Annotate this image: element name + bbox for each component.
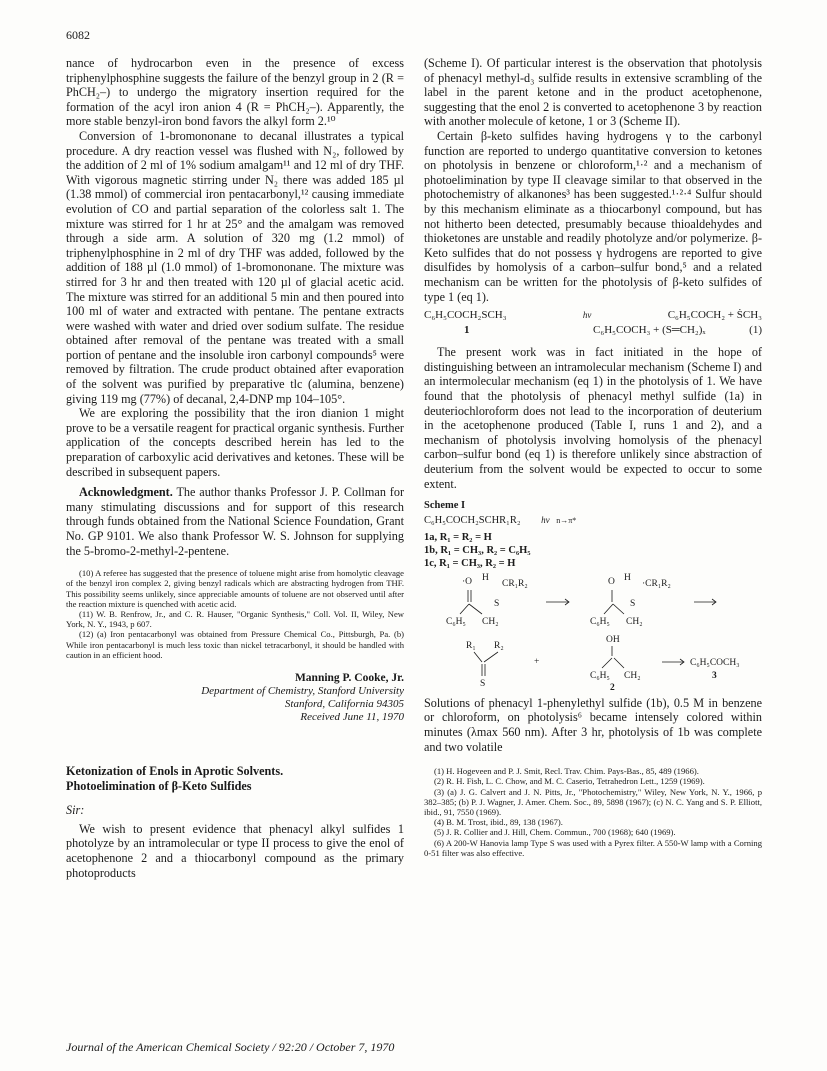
footnote: (5) J. R. Collier and J. Hill, Chem. Commun., 700 (1968); 640 (1969).: [434, 827, 676, 838]
footnote: (4) B. M. Trost, ibid., 89, 138 (1967).: [434, 817, 563, 828]
scheme-1-structures: [424, 572, 762, 692]
svg-text:OH: OH: [606, 634, 620, 645]
eq-reactant-number: 1: [464, 323, 470, 336]
svg-text:CR₁R₂: CR₁R₂: [502, 578, 528, 589]
scheme-compound-list: [424, 531, 762, 570]
svg-text:R₂: R₂: [494, 640, 504, 651]
svg-text:·O: ·O: [462, 576, 473, 587]
svg-text:S: S: [480, 678, 486, 689]
svg-text:S: S: [630, 598, 636, 609]
scheme-label: Scheme I: [424, 500, 466, 512]
article-title: [66, 764, 404, 793]
author-name: Manning P. Cooke, Jr.: [294, 672, 404, 685]
svg-text:C₆H₅: C₆H₅: [590, 670, 610, 681]
journal-footer: Journal of the American Chemical Society / 92:20 / October 7, 1970: [66, 1040, 395, 1054]
eq-arrow-label: hν: [582, 310, 592, 321]
compound-definition: 1a, R₁ = R₂ = H: [424, 531, 492, 543]
article-title-line: Ketonization of Enols in Aprotic Solvents.: [66, 764, 284, 779]
received-date: Received June 11, 1970: [300, 711, 404, 724]
svg-text:C₆H₅: C₆H₅: [446, 616, 466, 627]
page-number: 6082: [66, 28, 90, 42]
acknowledgment-heading: Acknowledgment.: [79, 485, 173, 500]
compound-number-2: 2: [610, 682, 615, 692]
eq-number: (1): [749, 323, 762, 336]
svg-text:CH₂: CH₂: [624, 670, 641, 681]
left-column: [66, 56, 404, 880]
footnote: (2) R. H. Fish, L. C. Chow, and M. C. Caserio, Tetrahedron Lett., 1259 (1969).: [434, 776, 705, 787]
footnote: (12) (a) Iron pentacarbonyl was obtained from Pressure Chemical Co., Pittsburgh, Pa. (b) While iron pentacarbonyl is much less toxic than nickel tetracarbonyl, it should be handled with caution in an efficient hood.: [66, 629, 404, 660]
footnotes-left: [66, 568, 404, 660]
body-paragraph: Solutions of phenacyl 1-phenylethyl sulfide (1b), 0.5 M in benzene or chloroform, on photolysis⁶ became intensely colored within minutes (λmax 560 nm). After 3 hr, photolysis of 1b was complete and two volatile: [424, 695, 762, 754]
author-signature: [66, 672, 404, 724]
article-title-line: Photoelimination of β-Keto Sulfides: [66, 778, 252, 793]
footnote: (11) W. B. Renfrow, Jr., and C. R. Hauser, "Organic Synthesis," Coll. Vol. II, Wiley, New York, N. Y., 1943, p 607.: [66, 609, 404, 630]
compound-definition: 1b, R₁ = CH₃, R₂ = C₆H₅: [424, 544, 531, 556]
svg-text:C₆H₅: C₆H₅: [590, 616, 610, 627]
footnote: (1) H. Hogeveen and P. J. Smit, Recl. Trav. Chim. Pays-Bas., 85, 489 (1966).: [434, 766, 699, 777]
footnote: (3) (a) J. G. Calvert and J. N. Pitts, Jr., "Photochemistry," Wiley, New York, N. Y., 1966, p 382–385; (b) P. J. Wagner, J. Amer. Chem. Soc., 89, 5898 (1967); (c) N. C. Yang and S. P. Elliott, ibid., 91, 7550 (1969).: [424, 786, 762, 817]
svg-text:·CR₁R₂: ·CR₁R₂: [642, 578, 671, 589]
body-paragraph: We wish to present evidence that phenacyl alkyl sulfides 1 photolyze by an intramolecular or type II process to give the enol of acetophenone 2 and a thiocarbonyl compound as the primary photoproducts: [66, 821, 404, 880]
body-paragraph: nance of hydrocarbon even in the presence of excess triphenylphosphine suggests the failure of the benzyl group in 2 (R = PhCH₂–) to undergo the migratory insertion required for the formation of the acyl iron anion 4 (R = PhCH₂–). Apparently, the more stable benzyl-iron bond favors the alkyl form 2.¹⁰: [66, 56, 404, 129]
svg-text:S: S: [494, 598, 500, 609]
svg-text:H: H: [624, 572, 631, 583]
body-paragraph: Conversion of 1-bromononane to decanal illustrates a typical procedure. A dry reaction vessel was flushed with N₂, followed by the addition of 2 ml of 1% sodium amalgam¹¹ and 12 ml of dry THF. With vigorous magnetic stirring under N₂ there was added 185 µl (1.38 mmol) of commercial iron pentacarbonyl,¹² causing immediate evolution of CO and partial separation of the colorless salt 1. The mixture was stirred for 1 hr at 25° and the amalgam was removed through a side arm. A solution of 320 mg (1.2 mmol) of triphenylphosphine in 2 ml of dry THF was added, followed by the addition of 188 µl (1.0 mmol) of 1-bromononane. The mixture was stirred for 3 hr and then treated with 120 µl of glacial acetic acid. The mixture was stirred for an additional 5 min and then poured into 100 ml of water and extracted with pentane. The pentane extracts were washed with water and dried over sodium sulfate. The residue obtained after removal of the pentane was treated with a small portion of pentane and the insoluble iron carbonyl compounds⁵ were removed by filtration. The crude product obtained after evaporation of the solvent was purified by preparative tlc (alumina, benzene) giving 119 mg (77%) of decanal, 2,4-DNP mp 104–105°.: [66, 128, 404, 406]
acknowledgment-text: The author thanks Professor J. P. Collman for many stimulating discussions and for support of this research through funds obtained from the National Science Foundation, Grant No. GP 9101. We also thank Professor W. S. Johnson for supplying the 5-bromo-2-methyl-2-pentene.: [66, 485, 405, 558]
scheme-reactant-formula: C₆H₅COCH₂SCHR₁R₂: [424, 514, 521, 526]
salutation: Sir:: [66, 803, 85, 818]
svg-text:CH₂: CH₂: [482, 616, 499, 627]
body-paragraph: (Scheme I). Of particular interest is the observation that photolysis of phenacyl methyl-d₃ sulfide results in extensive scrambling of the label in the parent ketone and in the product acetophenone, suggesting that the enol 2 is converted to acetophenone 3 by reaction with another molecule of ketone, 1 or 3 (Scheme II).: [424, 56, 762, 129]
svg-text:CH₂: CH₂: [626, 616, 643, 627]
body-paragraph: We are exploring the possibility that the iron dianion 1 might prove to be a versatile reagent for practical organic synthesis. Further application of the concepts described herein has led to the preparation of carboxylic acid derivatives and ketones. These will be described in subsequent papers.: [66, 406, 404, 479]
scheme-arrow-label: hν: [541, 514, 550, 525]
body-paragraph: Certain β-keto sulfides having hydrogens γ to the carbonyl function are reported to undergo quantitative conversion to ketones on photolysis in benzene or chloroform,¹·² and a mechanism of photoelimination by type II cleavage similar to that observed in the photochemistry of alkanones³ has been suggested.¹·²·⁴ Sulfur should by this mechanism eliminate as a thiocarbonyl compound, but has not hitherto been detected, presumably because thioaldehydes and thioketones are unstable and readily photolyze and/or polymerize. β-Keto sulfides that do not possess γ hydrogens are reported to give disulfides by homolysis of a carbon–sulfur bond,⁵ and a related mechanism can be written for the photolysis of β-keto sulfides of type 1 (eq 1).: [424, 128, 762, 304]
eq-intermediate: C₆H₅COCH₂ + ṠCH₃: [667, 309, 762, 322]
equation-1: [424, 308, 762, 337]
compound-definition: 1c, R₁ = CH₃, R₂ = H: [424, 557, 516, 569]
svg-text:H: H: [482, 572, 489, 583]
footnote: (6) A 200-W Hanovia lamp Type S was used with a Pyrex filter. A 550-W lamp with a Corning 0-51 filter was also effective.: [424, 837, 762, 858]
compound-number-3: 3: [712, 670, 717, 681]
footnotes-right: [424, 766, 762, 858]
eq-product: C₆H₅COCH₃ + (S═CH₂)ₓ: [593, 323, 706, 336]
svg-text:+: +: [534, 656, 540, 667]
scheme-arrow-sub: n→π*: [556, 515, 577, 525]
acknowledgment-paragraph: [66, 485, 404, 558]
svg-text:O: O: [608, 576, 615, 587]
eq-reactant: C₆H₅COCH₂SCH₃: [424, 309, 507, 322]
body-paragraph: The present work was in fact initiated in the hope of distinguishing between an intramolecular mechanism (Scheme I) and an intermolecular mechanism (eq 1) in the photolysis of 1. We have found that the photolysis of phenacyl methyl sulfide (1a) in deuteriochloroform does not lead to the incorporation of deuterium in the acetophenone produced (Table I, runs 1 and 2), and a mechanism of photolysis involving homolysis of the phenacyl carbon–sulfur bond (eq 1) is therefore unlikely since abstraction of deuterium from the solvent would be expected to occur to some extent.: [424, 345, 762, 491]
svg-text:R₁: R₁: [466, 640, 476, 651]
right-column: [424, 56, 762, 858]
scheme-final-product: C₆H₅COCH₃: [690, 657, 740, 668]
footnote: (10) A referee has suggested that the presence of toluene might arise from homolytic cleavage of the benzyl iron complex 2, giving benzyl radicals which are abstracting hydrogen from THF. This possibility seems unlikely, since appreciable amounts of toluene are not observed until after the reaction mixture is quenched with acetic acid.: [66, 568, 404, 609]
scheme-reactant: [424, 514, 762, 527]
author-location: Stanford, California 94305: [284, 698, 404, 711]
author-department: Department of Chemistry, Stanford University: [201, 685, 404, 698]
